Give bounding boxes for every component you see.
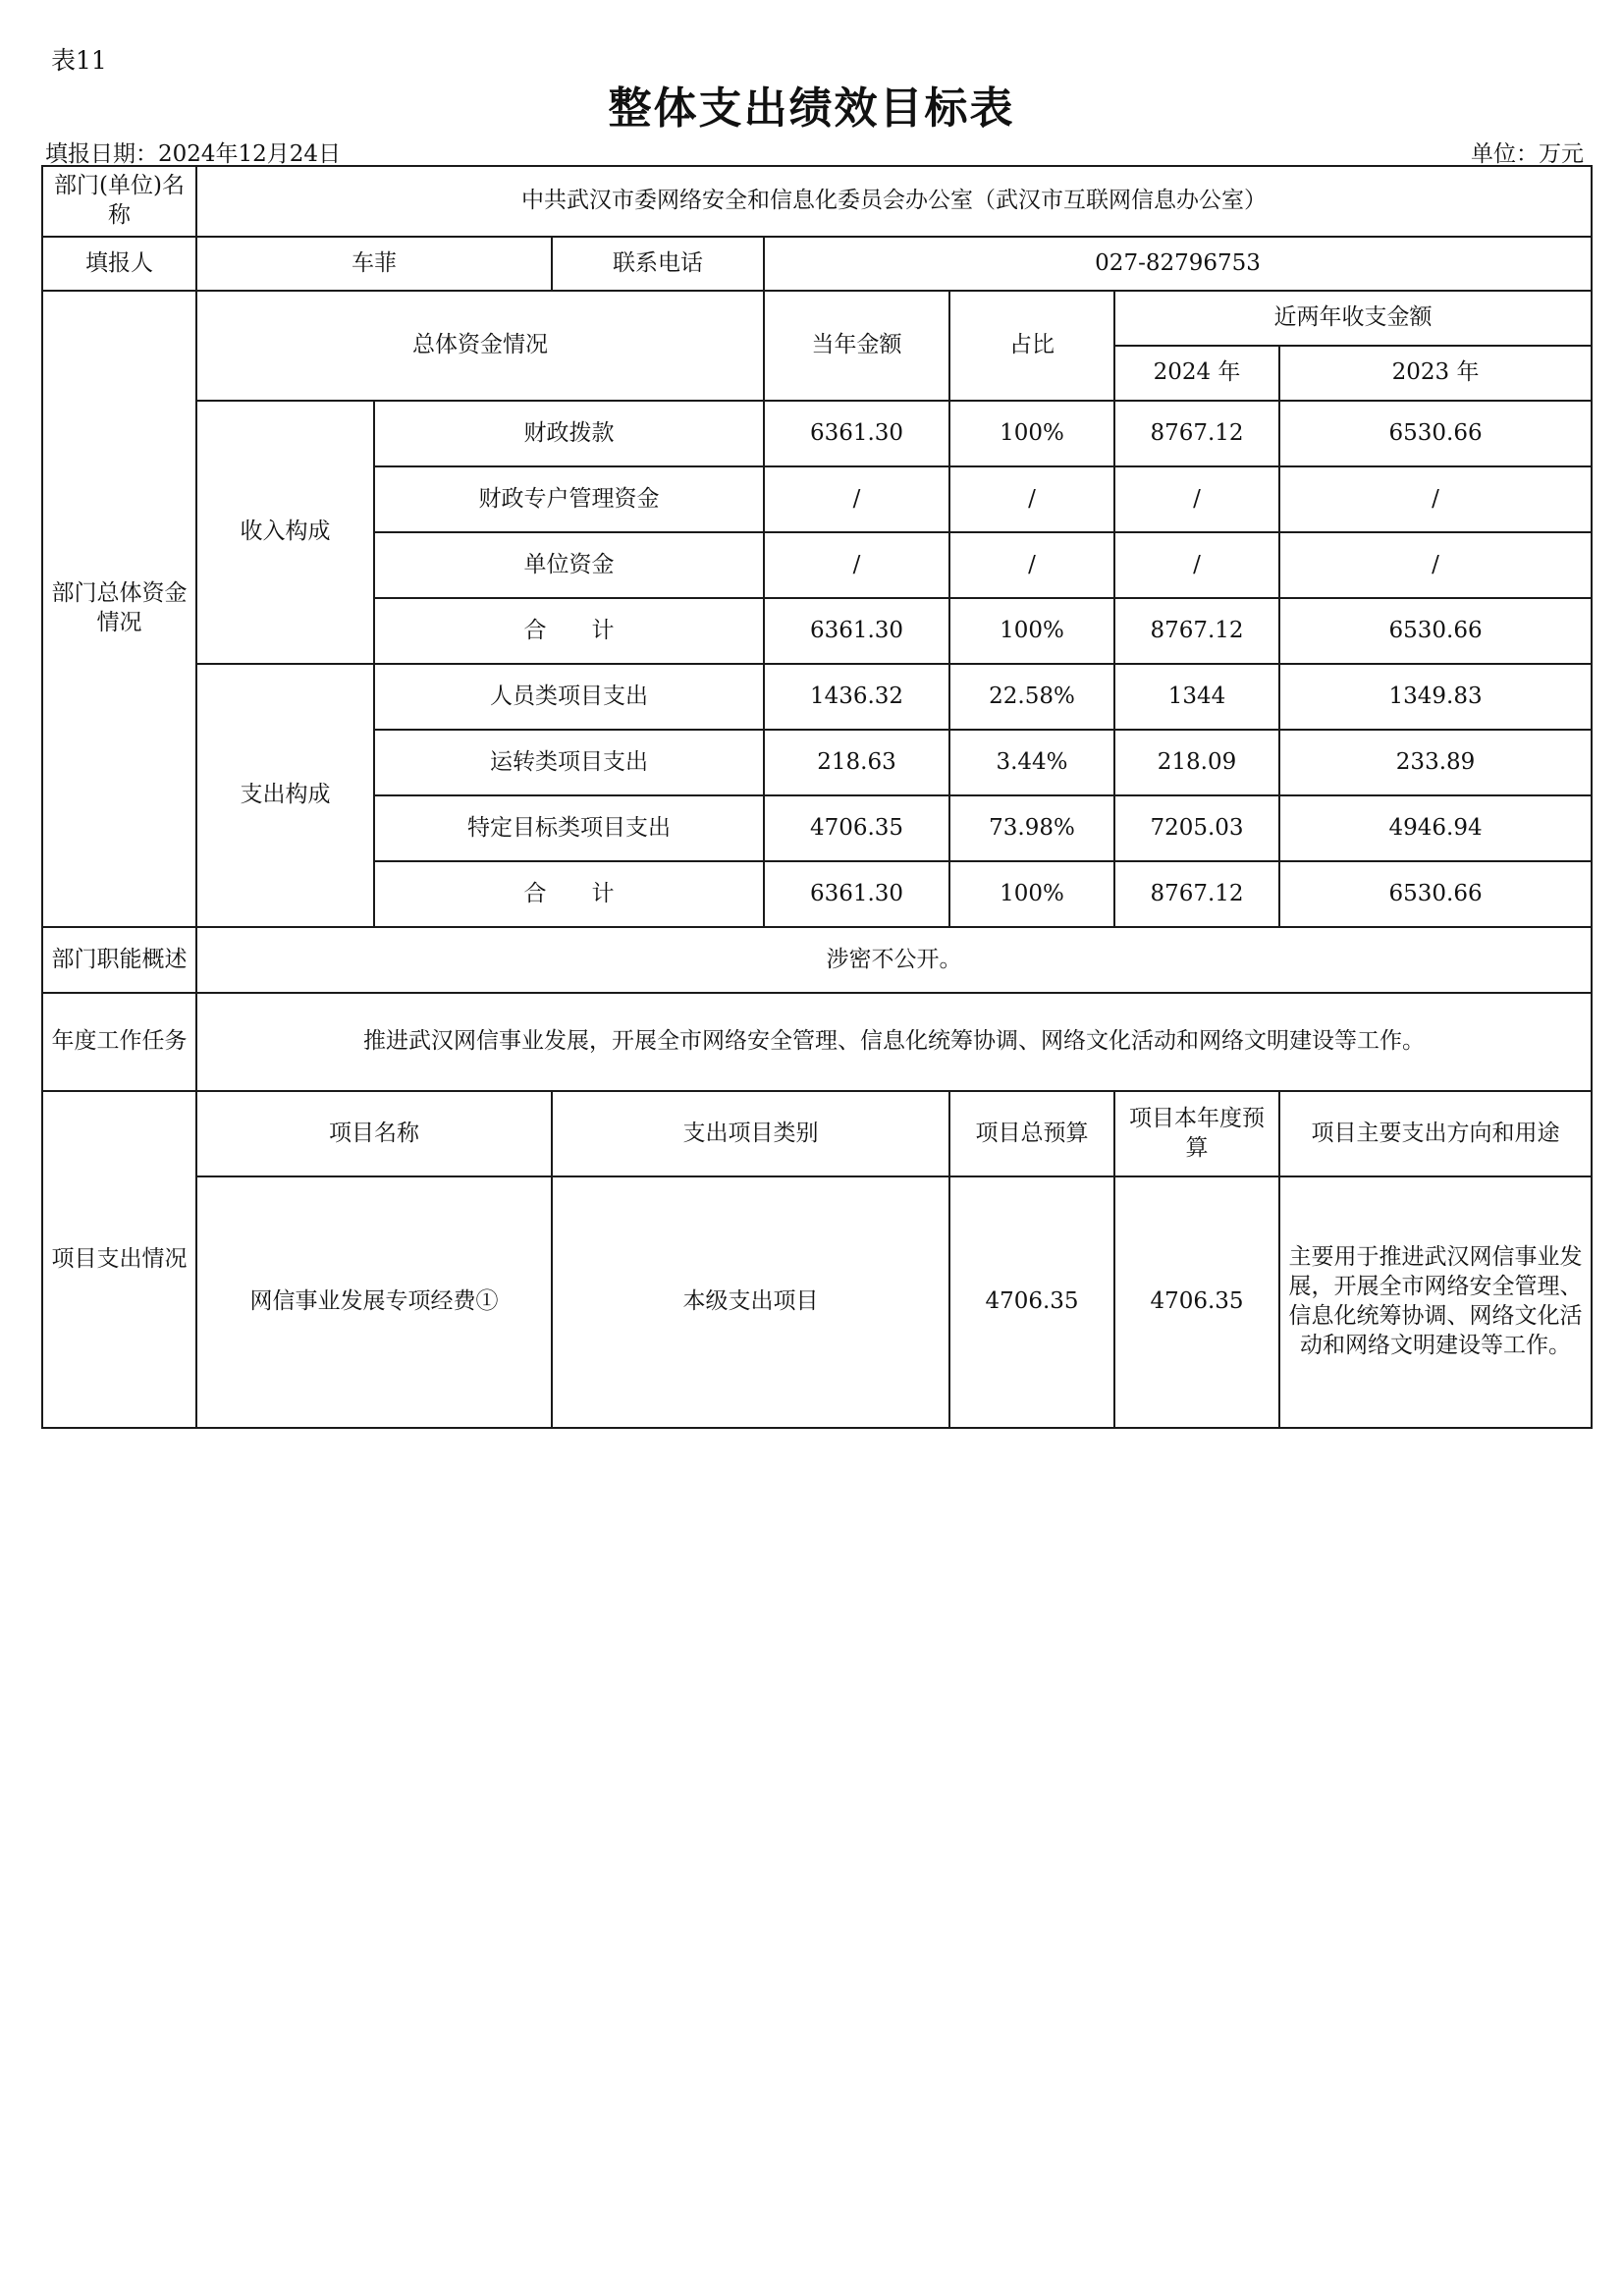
amount-2023: 6530.66: [1279, 598, 1592, 664]
amount-2024: 8767.12: [1114, 598, 1279, 664]
project-name-header: 项目名称: [196, 1091, 552, 1176]
dept-name-label: 部门(单位)名称: [42, 166, 196, 237]
row-name: 人员类项目支出: [374, 664, 764, 730]
project-name: 网信事业发展专项经费①: [196, 1176, 552, 1428]
project-annual-budget-header: 项目本年度预算: [1114, 1091, 1279, 1176]
row-name: 合 计: [374, 861, 764, 927]
project-purpose-header: 项目主要支出方向和用途: [1279, 1091, 1592, 1176]
row-name: 特定目标类项目支出: [374, 795, 764, 861]
row-name: 财政拨款: [374, 401, 764, 466]
table-row: [42, 664, 1592, 730]
filler-label: 填报人: [42, 237, 196, 291]
unit-label: 单位：万元: [1471, 141, 1584, 167]
amount-2024: 8767.12: [1114, 401, 1279, 466]
amount-2024: 218.09: [1114, 730, 1279, 795]
table-row: [42, 1176, 1592, 1428]
function-label: 部门职能概述: [42, 927, 196, 993]
amount-2023: 233.89: [1279, 730, 1592, 795]
funds-section-label: 部门总体资金情况: [42, 291, 196, 927]
project-category-header: 支出项目类别: [552, 1091, 949, 1176]
filler-value: 车菲: [196, 237, 552, 291]
year-2024-header: 2024 年: [1114, 346, 1279, 401]
performance-table: [41, 165, 1593, 1429]
income-structure-label: 收入构成: [196, 401, 374, 664]
overall-funds-header: 总体资金情况: [196, 291, 764, 401]
amount-2024: 7205.03: [1114, 795, 1279, 861]
amount-2024: /: [1114, 466, 1279, 532]
row-name: 合 计: [374, 598, 764, 664]
current-amount: /: [764, 532, 949, 598]
row-name: 财政专户管理资金: [374, 466, 764, 532]
ratio: 100%: [949, 401, 1114, 466]
current-amount: 6361.30: [764, 401, 949, 466]
function-text: 涉密不公开。: [196, 927, 1592, 993]
annual-tasks-text: 推进武汉网信事业发展，开展全市网络安全管理、信息化统筹协调、网络文化活动和网络文明建设等工作。: [196, 993, 1592, 1091]
current-amount: 6361.30: [764, 598, 949, 664]
row-name: 单位资金: [374, 532, 764, 598]
ratio: 22.58%: [949, 664, 1114, 730]
ratio: 100%: [949, 861, 1114, 927]
dept-name-value: 中共武汉市委网络安全和信息化委员会办公室（武汉市互联网信息办公室）: [196, 166, 1592, 237]
project-expense-label: 项目支出情况: [42, 1091, 196, 1428]
current-amount: 1436.32: [764, 664, 949, 730]
amount-2023: 6530.66: [1279, 861, 1592, 927]
amount-2023: 1349.83: [1279, 664, 1592, 730]
ratio: /: [949, 532, 1114, 598]
project-category: 本级支出项目: [552, 1176, 949, 1428]
current-amount: /: [764, 466, 949, 532]
current-amount-header: 当年金额: [764, 291, 949, 401]
ratio: 3.44%: [949, 730, 1114, 795]
project-annual-budget: 4706.35: [1114, 1176, 1279, 1428]
ratio: 73.98%: [949, 795, 1114, 861]
current-amount: 4706.35: [764, 795, 949, 861]
expense-structure-label: 支出构成: [196, 664, 374, 927]
amount-2024: 1344: [1114, 664, 1279, 730]
table-row: [42, 401, 1592, 466]
project-total-budget-header: 项目总预算: [949, 1091, 1114, 1176]
recent-years-header: 近两年收支金额: [1114, 291, 1592, 346]
year-2023-header: 2023 年: [1279, 346, 1592, 401]
ratio: 100%: [949, 598, 1114, 664]
amount-2023: 4946.94: [1279, 795, 1592, 861]
amount-2023: /: [1279, 532, 1592, 598]
annual-tasks-label: 年度工作任务: [42, 993, 196, 1091]
current-amount: 6361.30: [764, 861, 949, 927]
amount-2024: /: [1114, 532, 1279, 598]
amount-2024: 8767.12: [1114, 861, 1279, 927]
project-purpose: 主要用于推进武汉网信事业发展，开展全市网络安全管理、信息化统筹协调、网络文化活动和网络文明建设等工作。: [1279, 1176, 1592, 1428]
phone-label: 联系电话: [552, 237, 764, 291]
ratio: /: [949, 466, 1114, 532]
row-name: 运转类项目支出: [374, 730, 764, 795]
current-amount: 218.63: [764, 730, 949, 795]
amount-2023: /: [1279, 466, 1592, 532]
table-number: 表11: [51, 46, 107, 75]
phone-value: 027-82796753: [764, 237, 1592, 291]
ratio-header: 占比: [949, 291, 1114, 401]
page-title: 整体支出绩效目标表: [608, 83, 1015, 134]
fill-date: 填报日期：2024年12月24日: [45, 141, 342, 167]
amount-2023: 6530.66: [1279, 401, 1592, 466]
project-total-budget: 4706.35: [949, 1176, 1114, 1428]
